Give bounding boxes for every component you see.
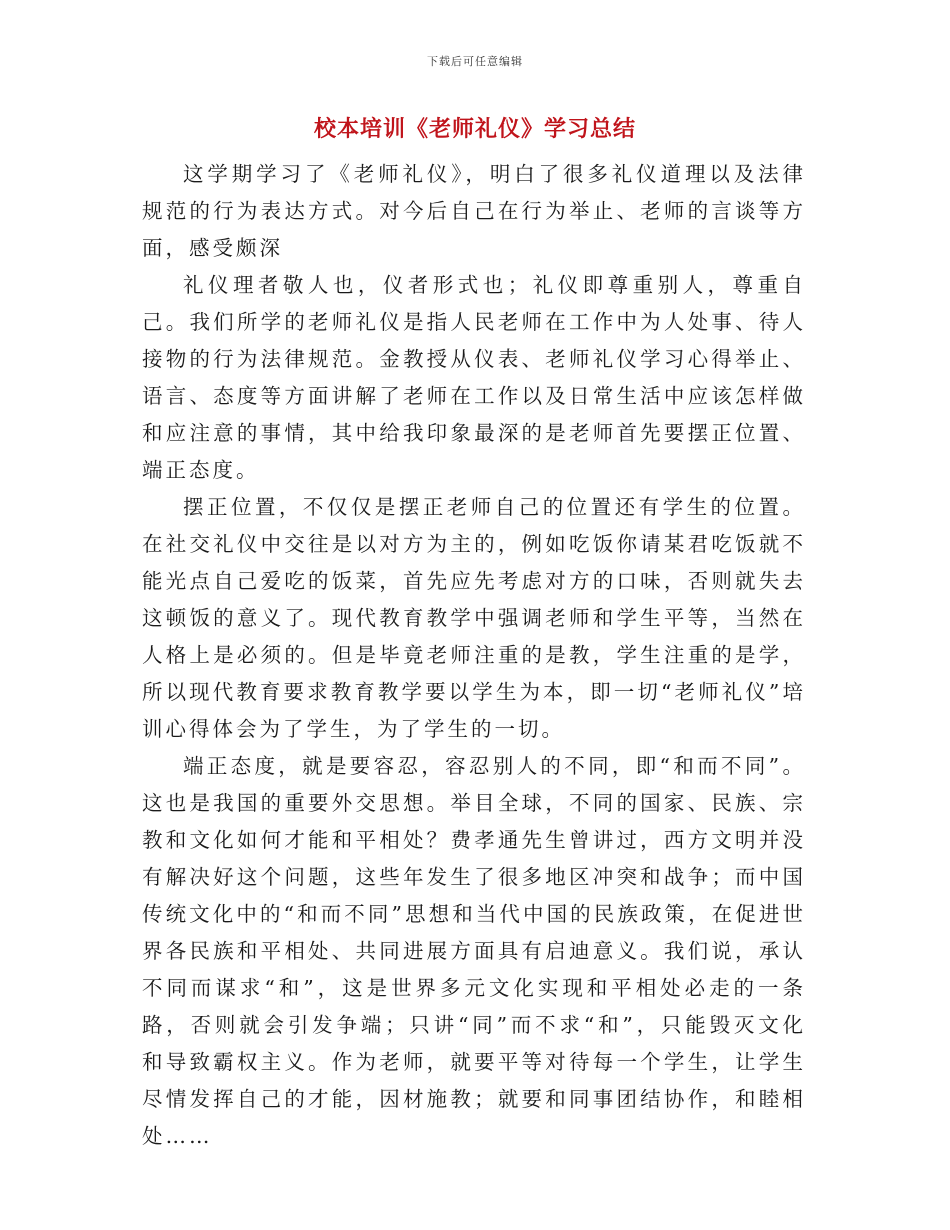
paragraph-1: 这学期学习了《老师礼仪》，明白了很多礼仪道理以及法律规范的行为表达方式。对今后自己在行为举止、老师的言谈等方面，感受颇深 [142, 162, 806, 260]
document-body [142, 156, 806, 1155]
paragraph-2: 礼仪理者敬人也，仪者形式也；礼仪即尊重别人，尊重自己。我们所学的老师礼仪是指人民老师在工作中为人处事、待人接物的行为法律规范。金教授从仪表、老师礼仪学习心得举止、语言、态度等方面讲解了老师在工作以及日常生活中应该怎样做和应注意的事情，其中给我印象最深的是老师首先要摆正位置、端正态度。 [142, 273, 806, 482]
paragraph-4: 端正态度，就是要容忍，容忍别人的不同，即“和而不同”。这也是我国的重要外交思想。举目全球，不同的国家、民族、宗教和文化如何才能和平相处？费孝通先生曾讲过，西方文明并没有解决好这个问题，这些年发生了很多地区冲突和战争；而中国传统文化中的“和而不同”思想和当代中国的民族政策，在促进世界各民族和平相处、共同进展方面具有启迪意义。我们说，承认不同而谋求“和”，这是世界多元文化实现和平相处必走的一条路，否则就会引发争端；只讲“同”而不求“和”，只能毁灭文化和导致霸权主义。作为老师，就要平等对待每一个学生，让学生尽情发挥自己的才能，因材施教；就要和同事团结协作，和睦相处…… [142, 754, 806, 1148]
paragraph-3: 摆正位置，不仅仅是摆正老师自己的位置还有学生的位置。在社交礼仪中交往是以对方为主的，例如吃饭你请某君吃饭就不能光点自己爱吃的饭菜，首先应先考虑对方的口味，否则就失去这顿饭的意义了。现代教育教学中强调老师和学生平等，当然在人格上是必须的。但是毕竟老师注重的是教，学生注重的是学，所以现代教育要求教育教学要以学生为本，即一切“老师礼仪”培训心得体会为了学生，为了学生的一切。 [142, 495, 806, 741]
header-note: 下载后可任意编辑 [427, 55, 523, 68]
document-title: 校本培训《老师礼仪》学习总结 [313, 116, 636, 142]
